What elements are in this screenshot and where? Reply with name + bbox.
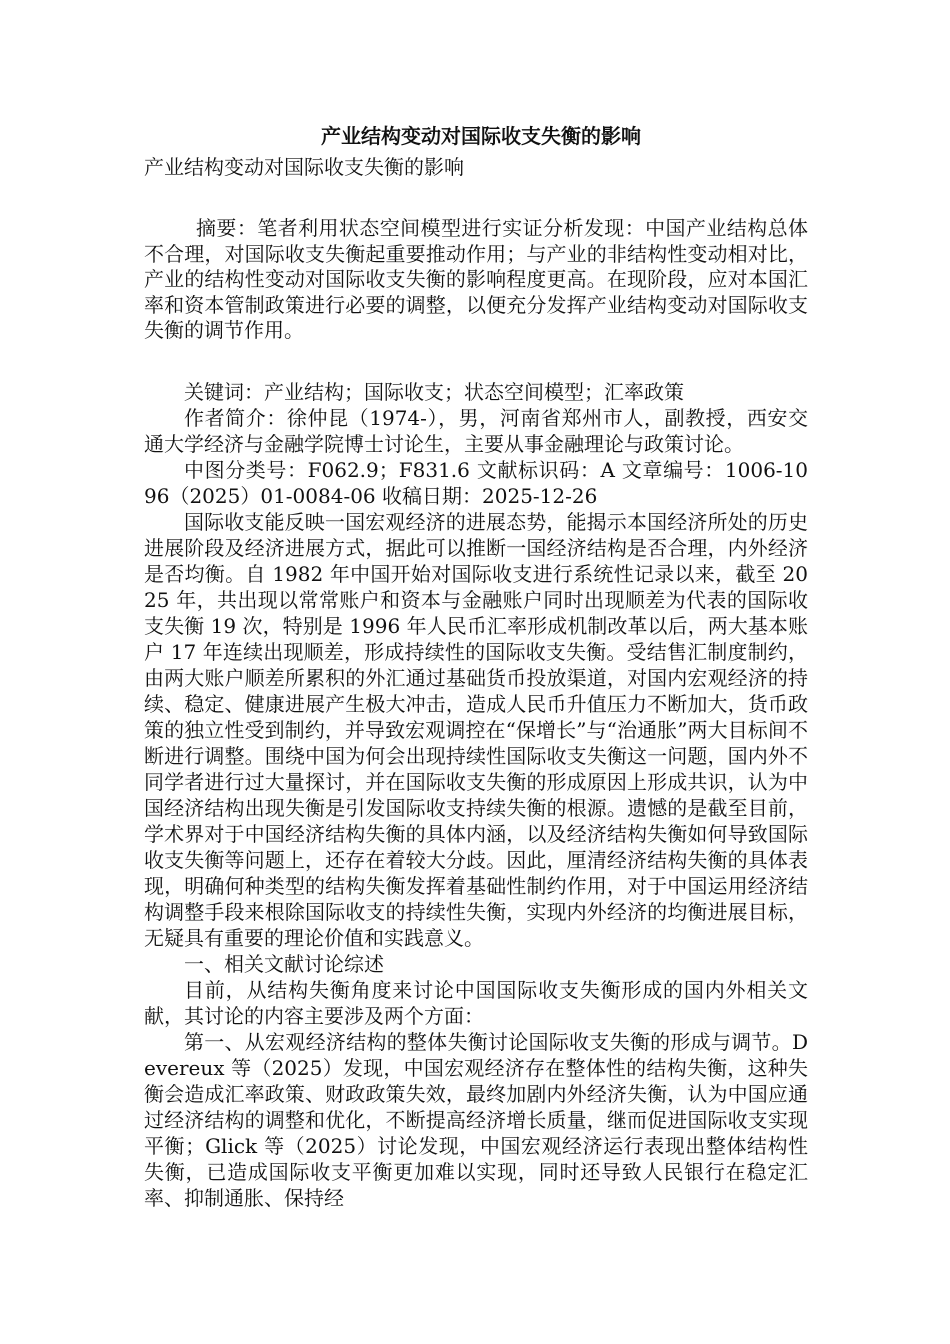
body-paragraph-first-aspect: 第一、从宏观经济结构的整体失衡讨论国际收支失衡的形成与调节。Devereux 等（2025）发现，中国宏观经济存在整体性的结构失衡，这种失衡会造成汇率政策、财政政策失效，最终加剧内外经济失衡，认为中国应通过经济结构的调整和优化，不断提高经济增长质量，继而促进国际收支实现平衡；Glick 等（2025）讨论发现，中国宏观经济运行表现出整体结构性失衡，已造成国际收支平衡更加难以实现，同时还导致人民银行在稳定汇率、抑制通胀、保持经 xyxy=(144,1029,808,1210)
document-subtitle: 产业结构变动对国际收支失衡的影响 xyxy=(144,155,464,179)
section-heading-literature-review: 一、相关文献讨论综述 xyxy=(184,951,384,976)
body-paragraph-review-scope: 目前，从结构失衡角度来讨论中国国际收支失衡形成的国内外相关文献，其讨论的内容主要涉及两个方面： xyxy=(144,977,808,1028)
classification-paragraph: 中图分类号：F062.9；F831.6 文献标识码：A 文章编号：1006-1096（2025）01-0084-06 收稿日期：2025-12-26 xyxy=(144,457,808,508)
document-title: 产业结构变动对国际收支失衡的影响 xyxy=(321,124,641,148)
abstract-paragraph: 摘要：笔者利用状态空间模型进行实证分析发现：中国产业结构总体不合理，对国际收支失衡起重要推动作用；与产业的非结构性变动相对比，产业的结构性变动对国际收支失衡的影响程度更高。在现阶段，应对本国汇率和资本管制政策进行必要的调整，以便充分发挥产业结构变动对国际收支失衡的调节作用。 xyxy=(144,216,808,343)
author-intro-paragraph: 作者简介：徐仲昆（1974-），男，河南省郑州市人，副教授，西安交通大学经济与金融学院博士讨论生，主要从事金融理论与政策讨论。 xyxy=(144,405,808,456)
keywords-line: 关键词：产业结构；国际收支；状态空间模型；汇率政策 xyxy=(184,379,684,404)
body-paragraph-intro: 国际收支能反映一国宏观经济的进展态势，能揭示本国经济所处的历史进展阶段及经济进展方式，据此可以推断一国经济结构是否合理，内外经济是否均衡。自 1982 年中国开始对国际收支进行系统性记录以来，截至 2025 年，共出现以常常账户和资本与金融账户同时出现顺差为代表的国际收支失衡 19 次，特别是 1996 年人民币汇率形成机制改革以后，两大基本账户 17 年连续出现顺差，形成持续性的国际收支失衡。受结售汇制度制约，由两大账户顺差所累积的外汇通过基础货币投放渠道，对国内宏观经济的持续、稳定、健康进展产生极大冲击，造成人民币升值压力不断加大，货币政策的独立性受到制约，并导致宏观调控在“保增长”与“治通胀”两大目标间不断进行调整。围绕中国为何会出现持续性国际收支失衡这一问题，国内外不同学者进行过大量探讨，并在国际收支失衡的形成原因上形成共识，认为中国经济结构出现失衡是引发国际收支持续失衡的根源。遗憾的是截至目前，学术界对于中国经济结构失衡的具体内涵，以及经济结构失衡如何导致国际收支失衡等问题上，还存在着较大分歧。因此，厘清经济结构失衡的具体表现，明确何种类型的结构失衡发挥着基础性制约作用，对于中国运用经济结构调整手段来根除国际收支的持续性失衡，实现内外经济的均衡进展目标，无疑具有重要的理论价值和实践意义。 xyxy=(144,509,808,950)
document-page xyxy=(144,120,808,1211)
